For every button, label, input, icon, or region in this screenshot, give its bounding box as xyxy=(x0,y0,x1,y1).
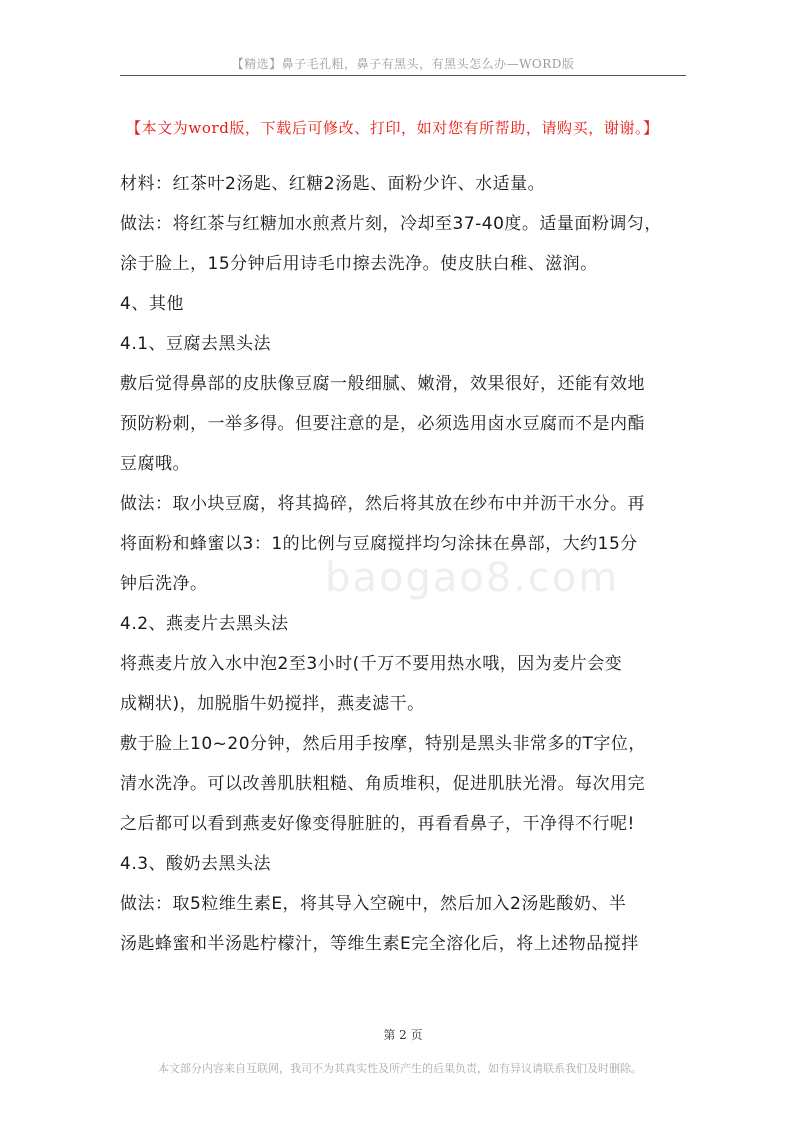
body-line: 将面粉和蜂蜜以3：1的比例与豆腐搅拌均匀涂抹在鼻部，大约15分 xyxy=(120,534,638,554)
body-line-materials: 材料：红茶叶2汤匙、红糖2汤匙、面粉少许、水适量。 xyxy=(120,174,546,194)
body-line: 钟后洗净。 xyxy=(120,574,208,594)
body-line: 之后都可以看到燕麦好像变得脏脏的，再看看鼻子，干净得不行呢! xyxy=(120,814,635,834)
subsection-heading-tofu: 4.1、豆腐去黑头法 xyxy=(120,334,272,354)
body-line: 做法：取小块豆腐，将其捣碎，然后将其放在纱布中并沥干水分。再 xyxy=(120,494,645,514)
subsection-heading-oats: 4.2、燕麦片去黑头法 xyxy=(120,614,289,634)
body-line: 做法：取5粒维生素E，将其导入空碗中，然后加入2汤匙酸奶、半 xyxy=(120,894,627,914)
body-line: 豆腐哦。 xyxy=(120,454,190,474)
body-line: 敷于脸上10~20分钟，然后用手按摩，特别是黑头非常多的T字位， xyxy=(120,734,646,754)
body-line: 敷后觉得鼻部的皮肤像豆腐一般细腻、嫩滑，效果很好，还能有效地 xyxy=(120,374,645,394)
body-line: 将燕麦片放入水中泡2至3小时(千万不要用热水哦，因为麦片会变 xyxy=(120,654,623,674)
body-line: 清水洗净。可以改善肌肤粗糙、角质堆积，促进肌肤光滑。每次用完 xyxy=(120,774,645,794)
footer-disclaimer: 本文部分内容来自互联网，我司不为其真实性及所产生的后果负责，如有异议请联系我们及时删除。 xyxy=(158,1062,642,1075)
page-number: 第 2 页 xyxy=(383,1028,423,1042)
body-line: 成糊状)，加脱脂牛奶搅拌，燕麦滤干。 xyxy=(120,694,425,714)
header-divider xyxy=(120,75,686,76)
subsection-heading-yogurt: 4.3、酸奶去黑头法 xyxy=(120,854,272,874)
download-notice: 【本文为word版，下载后可修改、打印，如对您有所帮助，请购买，谢谢。】 xyxy=(126,119,659,137)
body-line: 预防粉刺，一举多得。但要注意的是，必须选用卤水豆腐而不是内酯 xyxy=(120,414,645,434)
body-line: 汤匙蜂蜜和半汤匙柠檬汁，等维生素E完全溶化后，将上述物品搅拌 xyxy=(120,934,639,954)
document-body xyxy=(120,164,686,964)
body-line: 做法：将红茶与红糖加水煎煮片刻，冷却至37-40度。适量面粉调匀， xyxy=(120,214,662,234)
body-line: 涂于脸上，15分钟后用诗毛巾擦去洗净。使皮肤白稚、滋润。 xyxy=(120,254,598,274)
section-heading-other: 4、其他 xyxy=(120,294,184,314)
watermark: baogao8.com xyxy=(325,555,620,601)
document-header-title: 【精选】鼻子毛孔粗，鼻子有黑头，有黑头怎么办—WORD版 xyxy=(231,57,575,71)
